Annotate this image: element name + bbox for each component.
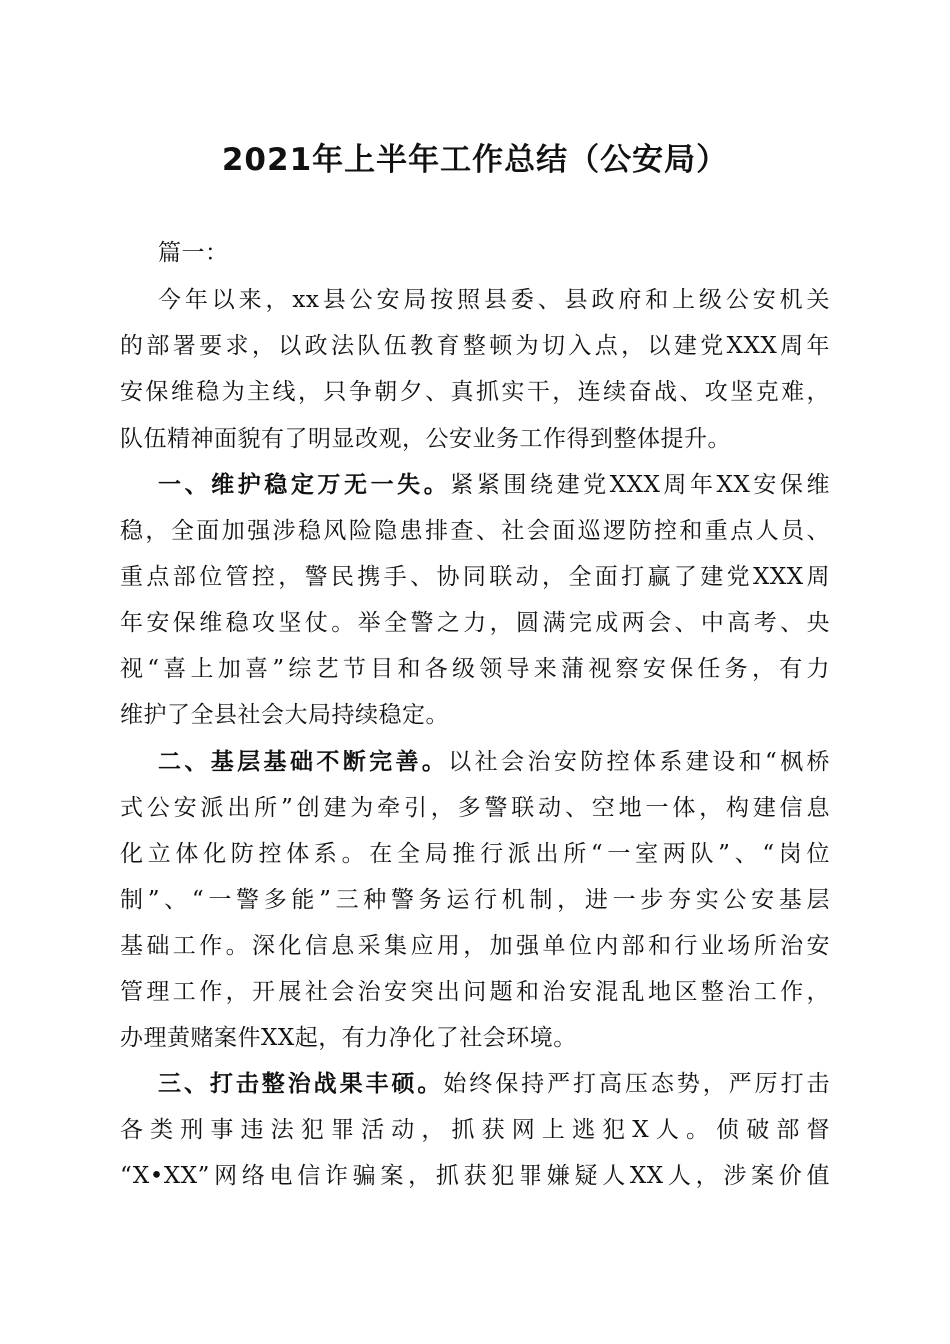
paragraph-line — [120, 1153, 830, 1199]
line-text: “X•XX”网络电信诈骗案，抓获犯罪嫌疑人XX人，涉案价值 — [120, 1163, 830, 1189]
section-heading: 一、维护稳定万无一失。 — [158, 472, 451, 498]
line-text: 紧紧围绕建党XXX周年XX安保维 — [450, 472, 830, 498]
paragraph-line — [120, 600, 830, 646]
paragraph-line — [120, 692, 830, 738]
paragraph-line — [120, 1107, 830, 1153]
paragraph-line — [158, 277, 830, 323]
line-text: 今年以来，xx县公安局按照县委、县政府和上级公安机关 — [158, 287, 830, 313]
paragraph-line — [120, 646, 830, 692]
line-text: 办理黄赌案件XX起，有力净化了社会环境。 — [120, 1025, 577, 1051]
paragraph-line — [120, 508, 830, 554]
line-text: 重点部位管控，警民携手、协同联动，全面打赢了建党XXX周 — [120, 564, 830, 590]
paragraph-line — [120, 831, 830, 877]
paragraph-line — [120, 877, 830, 923]
paragraph-line — [120, 369, 830, 415]
line-text: 视“喜上加喜”综艺节目和各级领导来蒲视察安保任务，有力 — [120, 656, 830, 682]
line-text: 篇一： — [158, 240, 229, 266]
paragraph-line — [158, 739, 830, 785]
line-text: 以社会治安防控体系建设和“枫桥 — [448, 749, 830, 775]
line-text: 安保维稳为主线，只争朝夕、真抓实干，连续奋战、攻坚克难， — [120, 379, 830, 405]
section-label — [158, 230, 830, 276]
line-text: 维护了全县社会大局持续稳定。 — [120, 702, 449, 728]
section-heading: 二、基层基础不断完善。 — [158, 749, 449, 775]
document-title: 2021年上半年工作总结（公安局） — [221, 142, 729, 178]
paragraph-line — [120, 323, 830, 369]
line-text: 基础工作。深化信息采集应用，加强单位内部和行业场所治安 — [120, 933, 830, 959]
paragraph-line — [120, 554, 830, 600]
line-text: 队伍精神面貌有了明显改观，公安业务工作得到整体提升。 — [120, 426, 731, 452]
line-text: 化立体化防控体系。在全局推行派出所“一室两队”、“岗位 — [120, 841, 830, 867]
line-text: 式公安派出所”创建为牵引，多警联动、空地一体，构建信息 — [120, 795, 830, 821]
paragraph-line — [120, 785, 830, 831]
line-text: 管理工作，开展社会治安突出问题和治安混乱地区整治工作， — [120, 979, 830, 1005]
line-text: 始终保持严打高压态势，严厉打击 — [443, 1071, 830, 1097]
section-heading: 三、打击整治战果丰硕。 — [158, 1071, 444, 1097]
line-text: 年安保维稳攻坚仗。举全警之力，圆满完成两会、中高考、央 — [120, 610, 830, 636]
paragraph-line — [158, 462, 830, 508]
line-text: 的部署要求，以政法队伍教育整顿为切入点，以建党XXX周年 — [120, 333, 830, 359]
paragraph-line — [120, 416, 830, 462]
paragraph-line — [120, 1015, 830, 1061]
line-text: 制”、“一警多能”三种警务运行机制，进一步夯实公安基层 — [120, 887, 830, 913]
paragraph-line — [120, 969, 830, 1015]
line-text: 稳，全面加强涉稳风险隐患排查、社会面巡逻防控和重点人员、 — [120, 518, 830, 544]
line-text: 各类刑事违法犯罪活动，抓获网上逃犯X人。侦破部督 — [120, 1117, 830, 1143]
paragraph-line — [120, 923, 830, 969]
paragraph-line — [158, 1061, 830, 1107]
